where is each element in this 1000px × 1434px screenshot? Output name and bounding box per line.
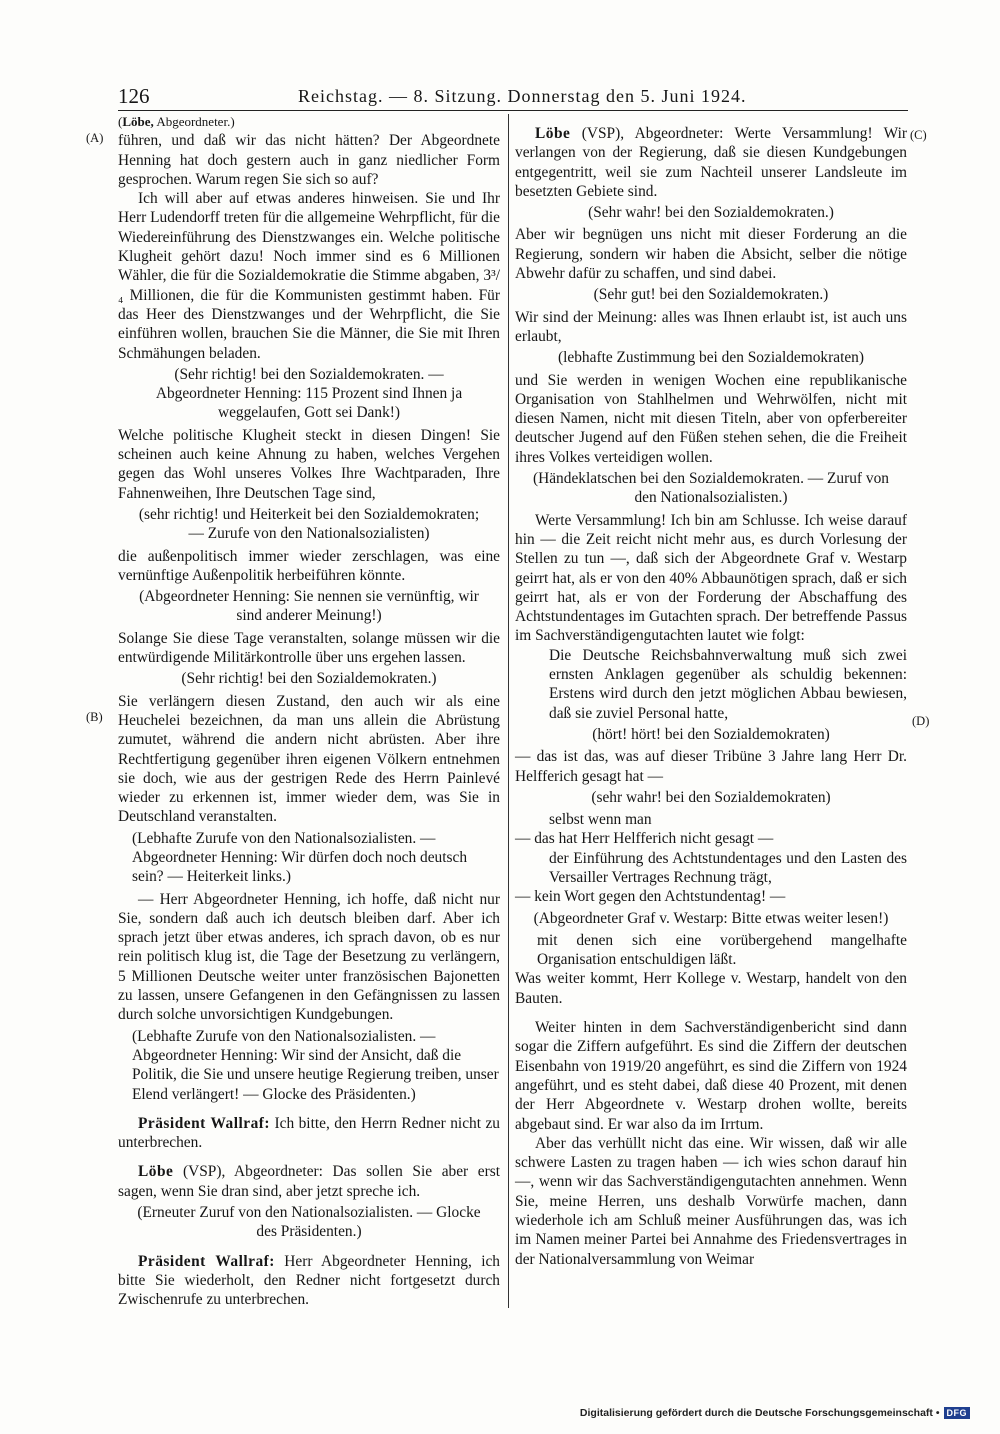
interjection: (Abgeordneter Henning: Sie nennen sie vernünftig, wir sind anderer Meinung!) bbox=[139, 588, 479, 625]
margin-mark-c: (C) bbox=[910, 128, 927, 142]
quotation: selbst wenn man bbox=[549, 811, 652, 829]
interjection bbox=[118, 365, 500, 423]
interjection: (sehr wahr! bei den Sozialdemokraten) bbox=[591, 788, 831, 806]
interjection: (Abgeordneter Graf v. Westarp: Bitte etwas weiter lesen!) bbox=[533, 909, 889, 927]
interjection-line: (Sehr richtig! bei den Sozialdemokraten. — bbox=[174, 365, 444, 383]
speaker-paragraph bbox=[515, 124, 907, 201]
interjection bbox=[118, 1027, 500, 1104]
speaker-reference: (Löbe, Abgeordneter.) bbox=[118, 114, 235, 129]
margin-mark-d: (D) bbox=[912, 714, 930, 728]
speaker-name: Präsident Wallraf: bbox=[138, 1252, 275, 1270]
interjection-line: Abgeordneter Henning: 115 Prozent sind Ihnen ja weggelaufen, Gott sei Dank!) bbox=[155, 385, 463, 422]
speaker-name: Löbe bbox=[535, 125, 571, 142]
speaker-reference-role: Abgeordneter.) bbox=[156, 114, 235, 129]
paragraph: — das hat Herr Helfferich nicht gesagt — bbox=[515, 830, 774, 848]
interjection-line: Abgeordneter Henning: Wir sind der Ansicht, daß die Politik, die Sie und unsere heutige Regierung treiben, unser Elend verlängert! — Glocke des Präsidenten.) bbox=[132, 1046, 499, 1103]
paragraph: Aber das verhüllt nicht das eine. Wir wissen, daß wir alle schwere Lasten zu tragen haben — ich wies schon darauf hin —, wenn wir das Sachverständigengutachten annehmen. Wenn Sie, meine Herren, uns deshalb Vorwürfe machen, dann wiederhole ich am Schluß meiner Ausführungen das, was ich im Namen meiner Partei bei Annahme des Friedensvertrages in der Nationalversammlung von Weimar bbox=[515, 1134, 907, 1268]
paragraph: Aber wir begnügen uns nicht mit dieser Forderung an die Regierung, sondern wir haben die Absicht, selber die nötige Abwehr dafür zu schaffen, und sind dabei. bbox=[515, 226, 907, 283]
quotation: mit denen sich eine vorübergehend mangelhafte Organisation entschuldigen läßt. bbox=[537, 931, 907, 969]
interjection: (Sehr richtig! bei den Sozialdemokraten.) bbox=[181, 670, 437, 688]
speaker-name: Löbe bbox=[138, 1163, 174, 1181]
paragraph: Wir sind der Meinung: alles was Ihnen erlaubt ist, ist auch uns erlaubt, bbox=[515, 308, 907, 345]
right-column bbox=[515, 112, 907, 1269]
interjection: (Händeklatschen bei den Sozialdemokraten. — Zuruf von den Nationalsozialisten.) bbox=[532, 470, 889, 507]
paragraph: — Herr Abgeordneter Henning, ich hoffe, daß nicht nur Sie, sondern daß auch ich deutsch bleiben darf. Aber ich sprach jetzt über etwas anderes, ich sprach davon, ob es nur rein politisch klug ist, die Tage der Besetzung zu verlängern, 5 Millionen Deutsche weiter unter französischen Bajonetten zu lassen, unsere Gefangenen in den Gefängnissen zu lassen durch solche unvorsichtigen Kundgebungen. bbox=[118, 890, 500, 1024]
quotation: der Einführung des Achtstundentages und den Lasten des Versailler Vertrages Rechnung trägt, bbox=[549, 849, 907, 886]
interjection: (Erneuter Zuruf von den Nationalsozialisten. — Glocke des Präsidenten.) bbox=[137, 1204, 481, 1241]
paragraph: Sie verlängern diesen Zustand, den auch wir als eine Heuchelei bezeichnen, da man uns allein die Abrüstung zumutet, während die andern nicht abrüsten. Aber ihre Rechtfertigung gegenüber ihren eigenen Völkern entnehmen sie doch, wie aus der gestrigen Rede des Herrn Painlevé wieder zu erkennen ist, immer wieder dem, was Sie in Deutschland veranstalten. bbox=[118, 692, 500, 826]
speaker-text: Herr Abgeordneter Henning, ich bitte Sie wiederholt, den Redner nicht fortgesetzt durch Zwischenrufe zu unterbrechen. bbox=[118, 1252, 500, 1309]
interjection: (Sehr gut! bei den Sozialdemokraten.) bbox=[593, 286, 829, 304]
column-divider bbox=[508, 114, 509, 1308]
interjection: (Sehr wahr! bei den Sozialdemokraten.) bbox=[588, 204, 834, 222]
speaker-paragraph bbox=[118, 1162, 500, 1201]
interjection: (sehr richtig! und Heiterkeit bei den Sozialdemokraten; — Zurufe von den Nationalsozialisten) bbox=[138, 505, 480, 543]
page-header bbox=[118, 82, 908, 111]
interjection-line: (Lebhafte Zurufe von den Nationalsozialisten. — bbox=[132, 1027, 436, 1045]
speaker-paragraph bbox=[118, 1252, 500, 1310]
margin-mark-a: (A) bbox=[86, 131, 104, 145]
interjection-line: Abgeordneter Henning: Wir dürfen doch noch deutsch sein? — Heiterkeit links.) bbox=[132, 848, 468, 886]
paragraph: Werte Versammlung! Ich bin am Schlusse. Ich weise darauf hin — die Zeit reicht nicht mehr aus, es durch Vorlesung der Stellen zu tun —, daß sich der Abgeordnete Graf v. Westarp geirrt hat, als er von den 40% Abbaunötigen sprach, daß er sich geirrt hat, als er von der Forderung der Abschaffung des Achtstundentages im Gutachten sprach. Der betreffende Passus im Sachverständigengutachten lautet wie folgt: bbox=[515, 511, 907, 645]
margin-mark-b: (B) bbox=[86, 710, 103, 724]
interjection: (hört! hört! bei den Sozialdemokraten) bbox=[592, 725, 830, 743]
paragraph: führen, und daß wir das nicht hätten? Der Abgeordnete Henning hat doch gestern auch in ganz niedlicher Form gesprochen. Warum regen Sie sich so auf? bbox=[118, 132, 500, 188]
speaker-reference-name: Löbe, bbox=[122, 114, 154, 129]
paragraph: Welche politische Klugheit steckt in diesen Dingen! Sie scheinen auch keine Ahnung zu haben, welches Vergehen gegen das Wohl unseres Volkes Ihre Wachtparaden, Ihre Fahnenweihen, Ihre Deutschen Tage sind, bbox=[118, 426, 500, 502]
speaker-text: (VSP), Abgeordneter: Werte Versammlung! Wir verlangen von der Regierung, daß sie diesen Kundgebungen entgegentritt, weil sie zum Nachteil unserer Landsleute im besetzten Gebiete sind. bbox=[515, 125, 907, 200]
paragraph: — kein Wort gegen den Achtstundentag! — bbox=[515, 888, 786, 906]
quotation: Die Deutsche Reichsbahnverwaltung muß sich zwei ernsten Anklagen gegenüber als schuldig bekennen: Erstens wird durch den jetzt möglichen Abbau bewiesen, daß sie zuviel Personal hatte, bbox=[549, 646, 907, 722]
interjection-line: (Lebhafte Zurufe von den Nationalsozialisten. — bbox=[132, 829, 436, 847]
paragraph: Ich will aber auf etwas anderes hinweisen. Sie und Ihr Herr Ludendorff treten für die allgemeine Wehrpflicht, für die Wiedereinführung des Dienstzwanges ein. Welche politische Klugheit gehört dazu! Noch immer sind es 6 Millionen Wähler, die für die Sozialdemokratie die Stimme abgaben, 3³/₄ Millionen, die für die Kommunisten gestimmt haben. Für das Heer des Dienstzwanges und der Wehrpflicht, die Sie einführen wollen, brauchen Sie die Männer, die Sie mit Ihren Schmähungen beladen. bbox=[118, 190, 500, 362]
speaker-text: (VSP), Abgeordneter: Das sollen Sie aber erst sagen, wenn Sie dran sind, aber jetzt spreche ich. bbox=[118, 1163, 500, 1200]
interjection bbox=[118, 829, 500, 887]
left-column bbox=[118, 112, 500, 1310]
footer-credit bbox=[580, 1407, 970, 1419]
paragraph: — das ist das, was auf dieser Tribüne 3 Jahre lang Herr Dr. Helfferich gesagt hat — bbox=[515, 748, 907, 785]
paragraph: und Sie werden in wenigen Wochen eine republikanische Organisation von Stahlhelmen und Wehrwölfen, nicht mit diesen Namen, nicht mit diesen Titeln, aber von opferbereiter deutscher Jugend auf den Füßen stehen sehen, die die Freiheit ihres Volkes verteidigen wollen. bbox=[515, 371, 907, 466]
dfg-logo-icon: DFG bbox=[944, 1407, 971, 1419]
page-number: 126 bbox=[118, 84, 150, 108]
paragraph: Was weiter kommt, Herr Kollege v. Westarp, handelt von den Bauten. bbox=[515, 970, 907, 1007]
speaker-name: Präsident Wallraf: bbox=[138, 1114, 271, 1132]
footer-credit-text: Digitalisierung gefördert durch die Deutsche Forschungsgemeinschaft • bbox=[579, 1407, 940, 1419]
interjection: (lebhafte Zustimmung bei den Sozialdemokraten) bbox=[557, 349, 864, 367]
paragraph: Weiter hinten in dem Sachverständigenbericht sind dann sogar die Ziffern aufgeführt. Es sind die Ziffern der deutschen Eisenbahn von 1919/20 angeführt, es sind die Ziffern von 1924 angeführt, und es steht dabei, daß diese 40 Prozent, mit denen der Herr Abgeordnete v. Westarp drohen wollte, bereits abgebaut sind. Er war also da im Irrtum. bbox=[515, 1019, 907, 1133]
paragraph: die außenpolitisch immer wieder zerschlagen, was eine vernünftige Außenpolitik herbeiführen könnte. bbox=[118, 547, 500, 584]
speaker-text: Ich bitte, den Herrn Redner nicht zu unterbrechen. bbox=[118, 1114, 500, 1152]
paragraph: Solange Sie diese Tage veranstalten, solange müssen wir die entwürdigende Militärkontrolle über uns ergehen lassen. bbox=[118, 629, 500, 667]
running-title: Reichstag. — 8. Sitzung. Donnerstag den 5. Juni 1924. bbox=[298, 86, 747, 106]
speaker-paragraph bbox=[118, 1114, 500, 1153]
